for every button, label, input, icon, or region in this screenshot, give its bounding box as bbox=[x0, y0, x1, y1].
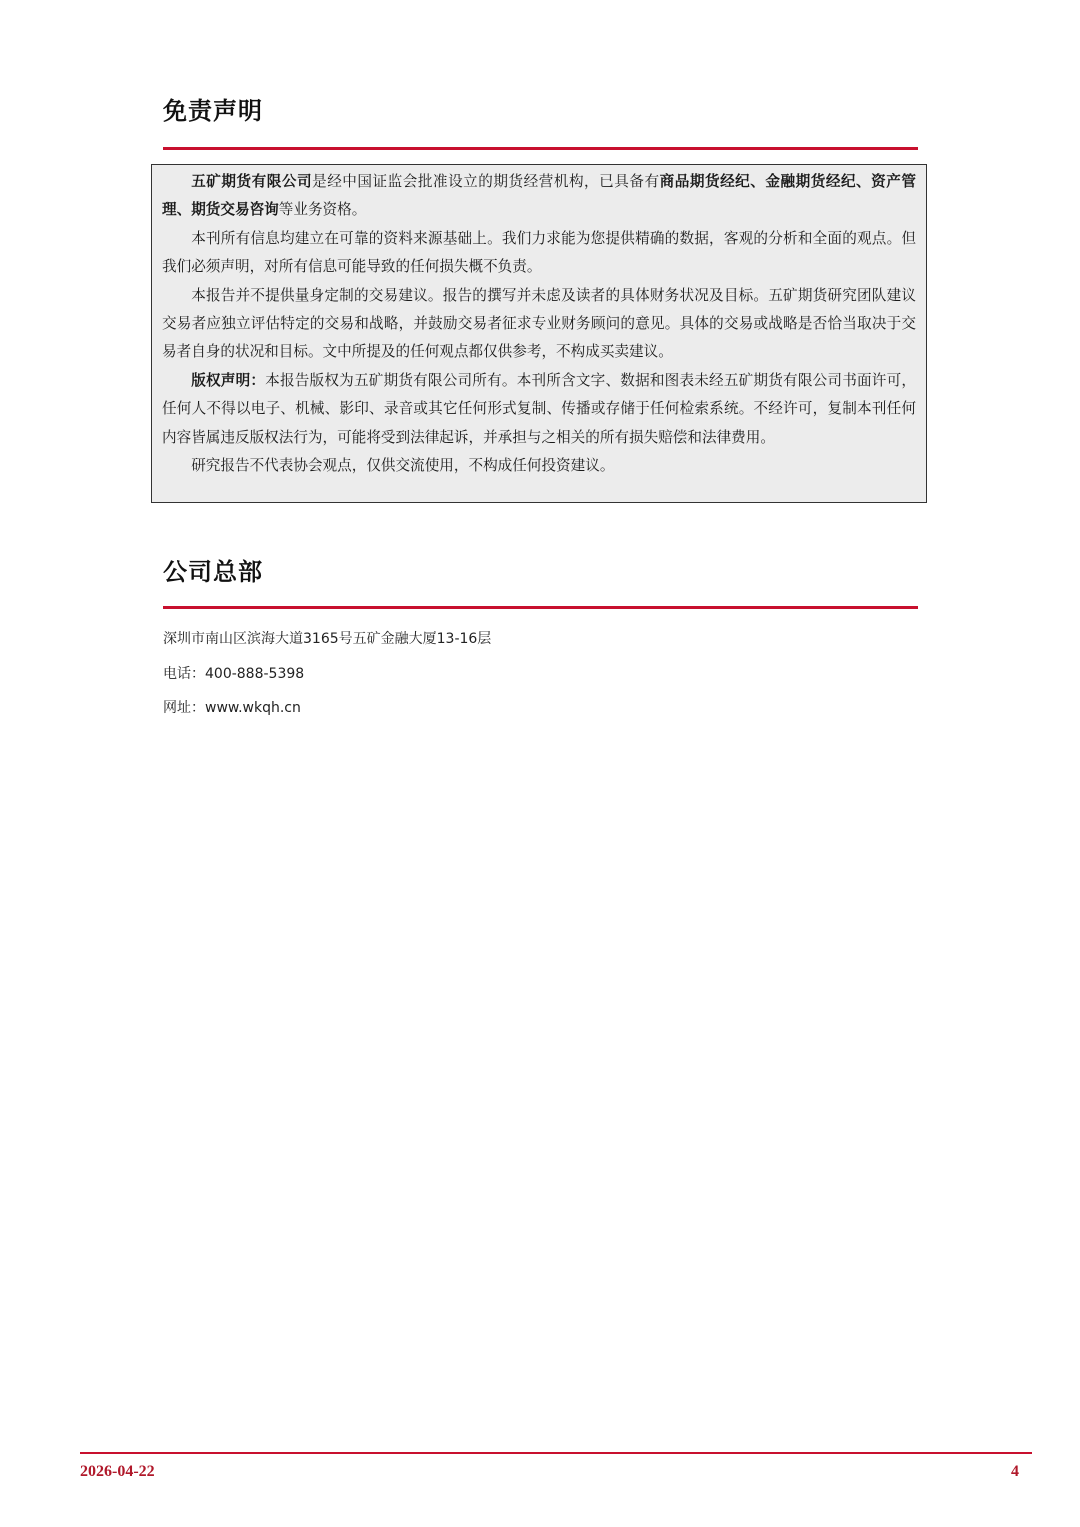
disclaimer-divider bbox=[163, 147, 918, 150]
hq-website[interactable]: 网址：www.wkqh.cn bbox=[163, 700, 301, 716]
disclaimer-title: 免责声明 bbox=[163, 97, 263, 125]
copyright-text: 本报告版权为五矿期货有限公司所有。本刊所含文字、数据和图表未经五矿期货有限公司书面许可，任何人不得以电子、机械、影印、录音或其它任何形式复制、传播或存储于任何检索系统。不经许可，复制本刊任何内容皆属违反版权法行为，可能将受到法律起诉，并承担与之相关的所有损失赔偿和法律费用。 bbox=[162, 371, 916, 446]
disclaimer-paragraph-copyright bbox=[162, 367, 916, 452]
footer-page-number: 4 bbox=[1011, 1463, 1019, 1480]
hq-title: 公司总部 bbox=[163, 558, 263, 586]
company-name: 五矿期货有限公司 bbox=[191, 173, 313, 190]
disclaimer-box bbox=[151, 164, 927, 503]
footer-date: 2026-04-22 bbox=[80, 1463, 155, 1480]
disclaimer-paragraph-liability: 本刊所有信息均建立在可靠的资料来源基础上。我们力求能为您提供精确的数据，客观的分析和全面的观点。但我们必须声明，对所有信息可能导致的任何损失概不负责。 bbox=[162, 229, 916, 276]
footer-divider bbox=[80, 1452, 1032, 1454]
hq-phone: 电话：400-888-5398 bbox=[163, 666, 305, 682]
qualifications-intro: 是经中国证监会批准设立的期货经营机构，已具备有 bbox=[312, 173, 660, 190]
hq-address: 深圳市南山区滨海大道3165号五矿金融大厦13-16层 bbox=[163, 631, 492, 647]
hq-divider bbox=[163, 606, 918, 609]
disclaimer-paragraph-association: 研究报告不代表协会观点，仅供交流使用，不构成任何投资建议。 bbox=[191, 457, 615, 475]
qualifications-outro: 等业务资格。 bbox=[278, 201, 367, 219]
disclaimer-paragraph-advice: 本报告并不提供量身定制的交易建议。报告的撰写并未虑及读者的具体财务状况及目标。五矿期货研究团队建议交易者应独立评估特定的交易和战略，并鼓励交易者征求专业财务顾问的意见。具体的交易或战略是否恰当取决于交易者自身的状况和目标。文中所提及的任何观点都仅供参考，不构成买卖建议。 bbox=[162, 286, 916, 361]
copyright-label: 版权声明： bbox=[191, 371, 266, 389]
disclaimer-paragraph-qualifications bbox=[162, 168, 916, 225]
qualifications-list: 商品期货经纪、金融期货经纪、资产管理、期货交易咨询 bbox=[162, 173, 916, 219]
